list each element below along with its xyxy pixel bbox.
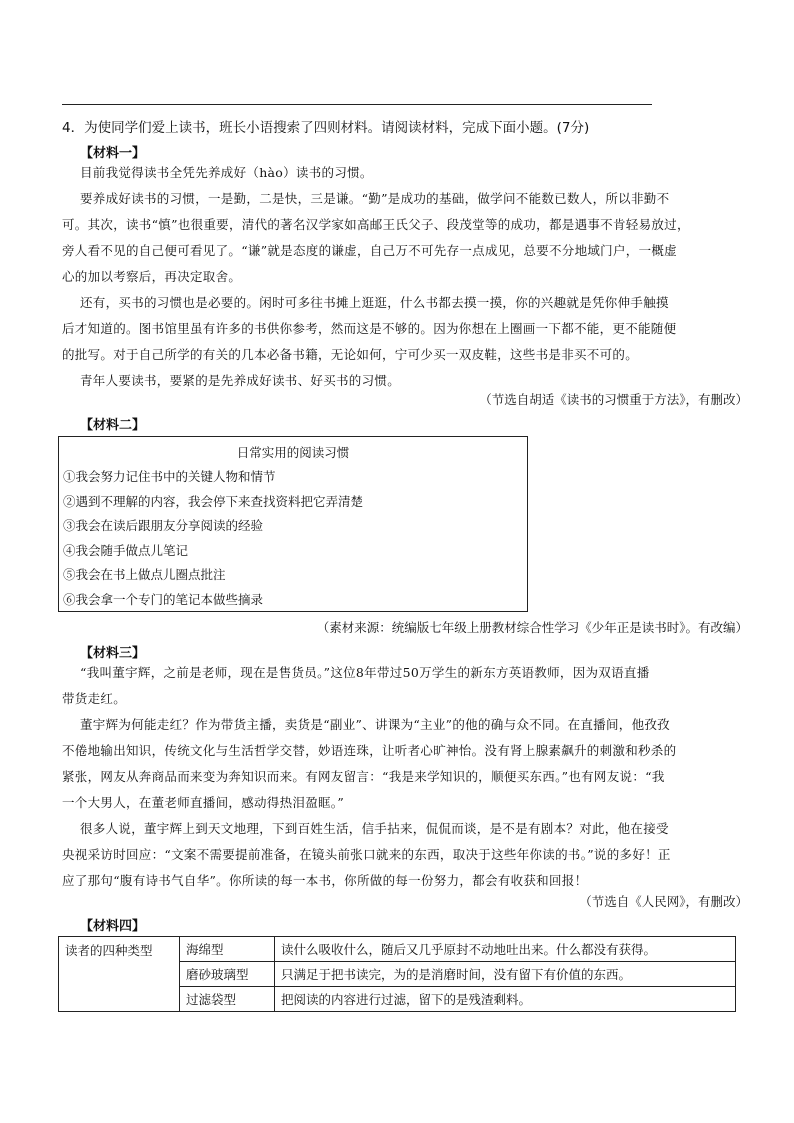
m3-line: “我叫董宇辉，之前是老师，现在是售货员。”这位8年带过50万学生的新东方英语教师，因为双语直播 [80, 665, 650, 680]
desc-cell: 读什么吸收什么，随后又几乎原封不动地吐出来。什么都没有获得。 [275, 937, 736, 962]
material-3-tag: 【材料三】 [80, 646, 146, 661]
material-1-tag: 【材料一】 [80, 146, 146, 161]
habit-item: ⑥我会拿一个专门的笔记本做些摘录 [63, 591, 264, 607]
type-cell: 磨砂玻璃型 [180, 962, 275, 987]
habit-item: ④我会随手做点儿笔记 [63, 542, 189, 558]
m1-line: 旁人看不见的自己便可看见了。“谦”就是态度的谦虚，自己万不可先存一点成见，总要不分地域门户，一概虚 [62, 243, 677, 258]
m1-line: 青年人要读书，要紧的是先养成好读书、好买书的习惯。 [80, 373, 401, 388]
habit-item: ⑤我会在书上做点儿圈点批注 [63, 567, 226, 582]
type-cell: 海绵型 [180, 937, 275, 962]
m2-source: （素材来源：统编版七年级上册教材综合性学习《少年正是读书时》。有改编） [316, 620, 748, 635]
m3-line: 带货走红。 [62, 691, 127, 706]
habits-box [58, 436, 528, 612]
m3-source: （节选自《人民网》，有删改） [579, 894, 748, 909]
habit-item: ②遇到不理解的内容，我会停下来查找资料把它弄清楚 [63, 493, 364, 509]
desc-cell: 只满足于把书读完，为的是消磨时间，没有留下有价值的东西。 [275, 962, 736, 987]
table-row [59, 937, 736, 962]
header-divider [62, 104, 652, 105]
desc-cell: 把阅读的内容进行过滤，留下的是残渣剩料。 [275, 987, 736, 1012]
question-prompt: 4．为使同学们爱上读书，班长小语搜索了四则材料。请阅读材料，完成下面小题。(7分) [62, 120, 590, 136]
m1-line: 心的加以考察后，再决定取舍。 [62, 269, 242, 284]
m1-line: 的批写。对于自己所学的有关的几本必备书籍，无论如何，宁可少买一双皮鞋，这些书是非买不可的。 [62, 347, 639, 362]
m3-line: 很多人说，董宇辉上到天文地理，下到百姓生活，信手拈来，侃侃而谈，是不是有剧本？对此，他在接受 [80, 821, 669, 836]
row-header-cell: 读者的四种类型 [59, 937, 180, 1012]
habit-item: ③我会在读后跟朋友分享阅读的经验 [63, 518, 264, 533]
m3-line: 紧张，网友从奔商品而来变为奔知识而来。有网友留言：“我是来学知识的，顺便买东西。”也有网友说：“我 [62, 769, 665, 784]
m1-line: 后才知道的。图书馆里虽有许多的书供你参考，然而这是不够的。因为你想在上圈画一下都不能，更不能随便 [62, 321, 677, 336]
m3-line: 应了那句“腹有诗书气自华”。你所读的每一本书，你所做的每一份努力，都会有收获和回报！ [62, 873, 588, 888]
material-4-tag: 【材料四】 [80, 919, 146, 934]
m1-line: 可。其次，读书“慎”也很重要，清代的著名汉学家如高邮王氏父子、段茂堂等的成功，都是遇事不肯轻易放过， [62, 217, 690, 232]
m1-line: 还有，买书的习惯也是必要的。闲时可多往书摊上逛逛，什么书都去摸一摸，你的兴趣就是凭你伸手触摸 [80, 295, 669, 310]
m1-line: 要养成好读书的习惯，一是勤，二是快，三是谦。“勤”是成功的基础，做学问不能数已数人，所以非勤不 [80, 191, 670, 206]
habits-title: 日常实用的阅读习惯 [236, 445, 350, 460]
m3-line: 董宇辉为何能走红？作为带货主播，卖货是“副业”、讲课为“主业”的他的确与众不同。在直播间，他孜孜 [80, 717, 670, 732]
m3-line: 不倦地输出知识，传统文化与生活哲学交替，妙语连珠，让听者心旷神怡。没有肾上腺素飙升的刺激和秒杀的 [62, 743, 677, 758]
m1-line: 目前我觉得读书全凭先养成好（hào）读书的习惯。 [80, 165, 373, 180]
type-cell: 过滤袋型 [180, 987, 275, 1012]
m3-line: 央视采访时回应：“文案不需要提前准备，在镜头前张口就来的东西，取决于这些年你读的书。”说的多好！正 [62, 847, 671, 862]
material-2-tag: 【材料二】 [80, 418, 146, 433]
habit-item: ①我会努力记住书中的关键人物和情节 [63, 469, 276, 484]
m1-source: （节选自胡适《读书的习惯重于方法》，有删改） [479, 392, 748, 407]
m3-line: 一个大男人，在董老师直播间，感动得热泪盈眶。” [62, 795, 345, 810]
reader-types-table [58, 936, 736, 1012]
